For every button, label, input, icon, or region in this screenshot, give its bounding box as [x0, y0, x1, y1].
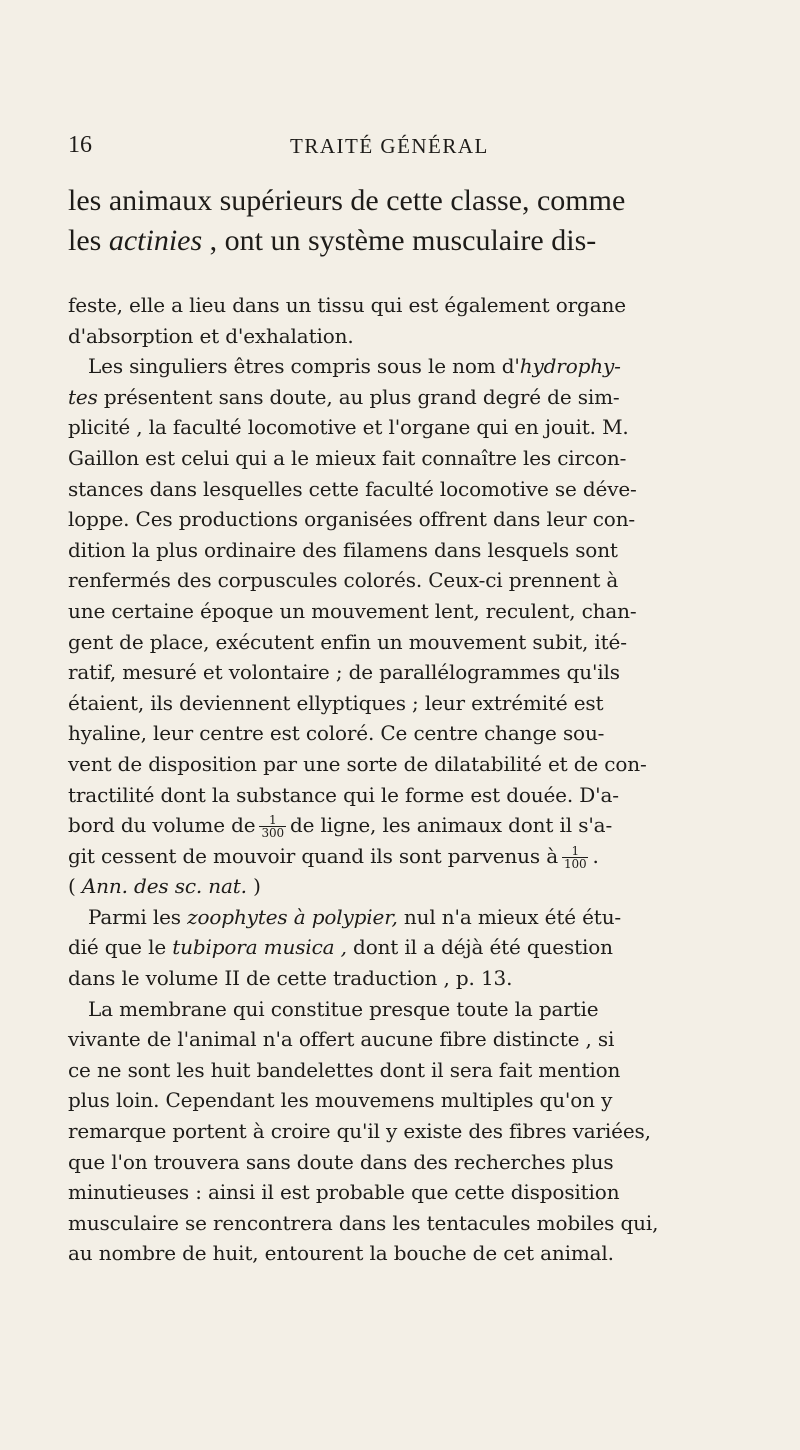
text-segment: présentent sans doute, au plus grand degré de sim- — [97, 384, 620, 409]
page-header — [68, 132, 740, 162]
text-segment: Gaillon est celui qui a le mieux fait connaître les circon- — [68, 445, 627, 470]
text-line — [68, 443, 748, 474]
text-line — [68, 504, 748, 535]
text-segment: hyaline, leur centre est coloré. Ce centre change sou- — [68, 721, 605, 746]
text-line — [68, 565, 748, 596]
fraction-denominator: 300 — [261, 826, 284, 841]
text-line — [68, 412, 748, 443]
text-line — [68, 902, 748, 933]
text-line — [68, 1147, 748, 1178]
text-line — [68, 932, 748, 963]
text-line — [68, 1208, 748, 1239]
text-line-fraction-1 — [68, 810, 748, 841]
text-segment: que l'on trouvera sans doute dans des recherches plus — [68, 1149, 614, 1174]
text-line — [68, 474, 748, 505]
text-line — [68, 181, 740, 221]
text-segment: ) — [246, 874, 261, 899]
text-segment: feste, elle a lieu dans un tissu qui est également organe — [68, 293, 626, 317]
text-line — [68, 535, 748, 566]
text-segment: dié que le — [68, 935, 173, 960]
text-segment: bord du volume de — [68, 813, 256, 838]
text-segment: plicité , la faculté locomotive et l'organe qui en jouit. M. — [68, 415, 629, 440]
text-line — [68, 780, 748, 811]
text-segment: git cessent de mouvoir quand ils sont parvenus à — [68, 843, 558, 868]
running-title: TRAITÉ GÉNÉRAL — [290, 134, 489, 158]
text-segment: étaient, ils deviennent ellyptiques ; leur extrémité est — [68, 690, 604, 715]
text-line — [68, 321, 748, 352]
text-segment: loppe. Ces productions organisées offrent dans leur con- — [68, 507, 636, 532]
fraction-denominator: 100 — [563, 856, 587, 871]
text-line — [68, 963, 748, 994]
large-text-block — [68, 181, 740, 261]
text-line — [68, 382, 748, 413]
body-text — [68, 290, 748, 1269]
text-segment: gent de place, exécutent enfin un mouvement subit, ité- — [68, 629, 627, 654]
text-segment: les — [68, 224, 109, 257]
text-segment: de ligne, les animaux dont il s'a- — [289, 813, 613, 838]
text-line — [68, 1055, 748, 1086]
text-segment: stances dans lesquelles cette faculté locomotive se déve- — [68, 476, 637, 501]
text-line — [68, 749, 748, 780]
text-segment: vent de disposition par une sorte de dilatabilité et de con- — [68, 751, 647, 776]
text-segment: les animaux supérieurs de cette classe, comme — [68, 184, 626, 217]
text-segment: tractilité dont la substance qui le forme est douée. D'a- — [68, 782, 619, 807]
italic-term: actinies — [108, 224, 203, 257]
text-line — [68, 351, 748, 382]
fraction-numerator: 1 — [562, 845, 588, 858]
text-segment: La membrane qui constitue presque toute la partie — [88, 996, 599, 1021]
text-segment: dont il a déjà été question — [346, 935, 613, 960]
text-line — [68, 871, 748, 902]
text-segment: plus loin. Cependant les mouvemens multiples qu'on y — [68, 1088, 613, 1113]
text-segment: minutieuses : ainsi il est probable que cette disposition — [68, 1180, 620, 1205]
text-segment: dans le volume II de cette traduction , p. 13. — [68, 966, 513, 991]
fraction-numerator: 1 — [259, 814, 285, 827]
text-segment: . — [592, 843, 599, 868]
italic-term: tes — [68, 384, 98, 409]
text-segment: ( — [68, 874, 82, 899]
text-segment: vivante de l'animal n'a offert aucune fibre distincte , si — [68, 1027, 615, 1052]
text-segment: une certaine époque un mouvement lent, reculent, chan- — [68, 598, 637, 623]
text-line — [68, 1177, 748, 1208]
text-segment: renfermés des corpuscules colorés. Ceux-ci prennent à — [68, 568, 619, 593]
text-segment: musculaire se rencontrera dans les tentacules mobiles qui, — [68, 1210, 659, 1235]
text-segment: d'absorption et d'exhalation. — [68, 323, 354, 348]
text-segment: remarque portent à croire qu'il y existe des fibres variées, — [68, 1119, 651, 1144]
text-line — [68, 718, 748, 749]
fraction-1-100 — [562, 845, 588, 870]
text-segment: ce ne sont les huit bandelettes dont il sera fait mention — [68, 1057, 621, 1082]
text-line — [68, 221, 740, 261]
text-segment: Les singuliers êtres compris sous le nom d' — [88, 354, 520, 379]
text-segment: nul n'a mieux été étu- — [397, 904, 622, 929]
page-number: 16 — [68, 132, 92, 158]
text-segment: Parmi les — [88, 904, 188, 929]
italic-term: zoophytes à polypier, — [187, 904, 398, 929]
text-line — [68, 596, 748, 627]
text-line — [68, 1116, 748, 1147]
text-line — [68, 657, 748, 688]
fraction-1-300 — [259, 814, 285, 839]
text-segment: ratif, mesuré et volontaire ; de parallélogrammes qu'ils — [68, 660, 620, 685]
italic-term: Ann. des sc. nat. — [81, 874, 247, 899]
text-line-fraction-2 — [68, 841, 748, 872]
text-line — [68, 688, 748, 719]
text-line — [68, 1024, 748, 1055]
text-segment: dition la plus ordinaire des filamens dans lesquels sont — [68, 537, 618, 562]
text-line — [68, 1085, 748, 1116]
italic-term: hydrophy- — [519, 354, 621, 379]
text-line — [68, 994, 748, 1025]
italic-term: tubipora musica , — [172, 935, 347, 960]
text-line — [68, 290, 748, 321]
text-line — [68, 627, 748, 658]
text-line — [68, 1238, 748, 1269]
text-segment: , ont un système musculaire dis- — [202, 224, 597, 257]
text-segment: au nombre de huit, entourent la bouche de cet animal. — [68, 1241, 614, 1266]
